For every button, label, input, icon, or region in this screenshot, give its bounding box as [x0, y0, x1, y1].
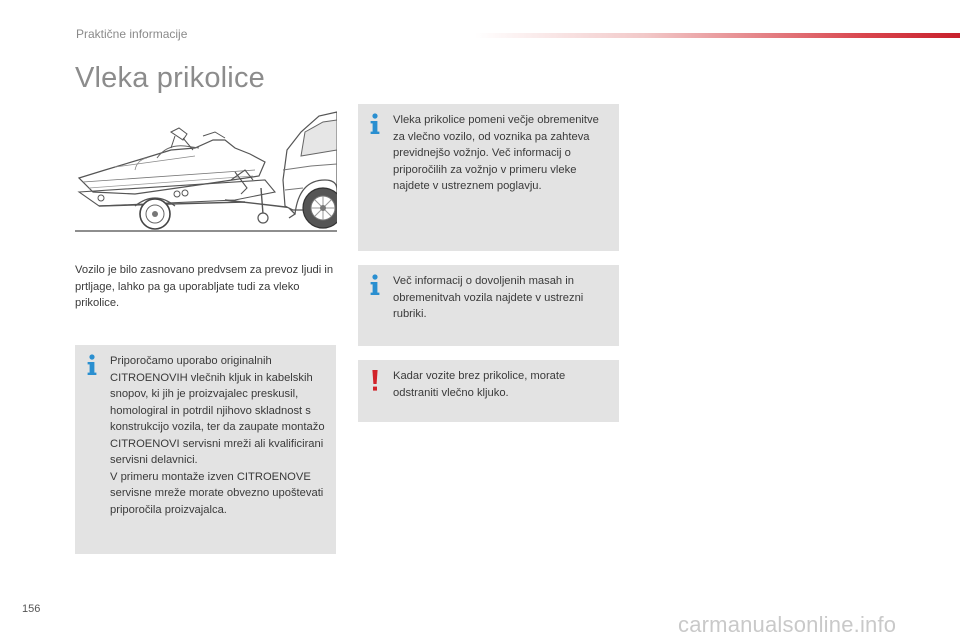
watermark: carmanualsonline.info	[678, 612, 897, 637]
page-title: Vleka prikolice	[75, 62, 265, 94]
masses-info-box	[358, 265, 619, 346]
info-icon	[82, 353, 102, 377]
recommendation-info-box	[75, 345, 336, 554]
info-icon	[365, 112, 385, 136]
section-label: Praktične informacije	[76, 27, 188, 41]
warning-text: Kadar vozite brez prikolice, morate odstraniti vlečno kljuko.	[393, 370, 566, 399]
recommendation-paragraph: Priporočamo uporabo originalnih CITROENOVIH vlečnih kljuk in kabelskih snopov, ki jih je proizvajalec preskusil, homologiral in potrdil njihovo skladnost s konstrukcijo vozila, ter da zaupate montažo CITROENOVI servisni mreži ali kvalificirani servisni delavnici.	[110, 355, 325, 466]
info-icon	[365, 273, 385, 297]
jetski-trailer-towing-illustration	[75, 110, 337, 235]
recommendation-paragraph: V primeru montaže izven CITROENOVE servisne mreže morate obvezno upoštevati priporočila proizvajalca.	[110, 470, 324, 516]
header-accent-bar	[475, 33, 960, 38]
masses-text: Več informacij o dovoljenih masah in obremenitvah vozila najdete v ustrezni rubriki.	[393, 275, 584, 320]
recommendation-text	[110, 353, 330, 518]
towing-load-text: Vleka prikolice pomeni večje obremenitve za vlečno vozilo, od voznika pa zahteva previdnejšo vožnjo. Več informacij o priporočilih za vožnjo v primeru vleke najdete v ustreznem poglavju.	[393, 114, 599, 192]
towing-load-info-box	[358, 104, 619, 251]
warning-box	[358, 360, 619, 422]
page-number: 156	[22, 603, 41, 615]
intro-text: Vozilo je bilo zasnovano predvsem za prevoz ljudi in prtljage, lahko pa ga uporabljate tudi za vleko prikolice.	[75, 264, 334, 309]
warning-icon	[365, 368, 385, 392]
